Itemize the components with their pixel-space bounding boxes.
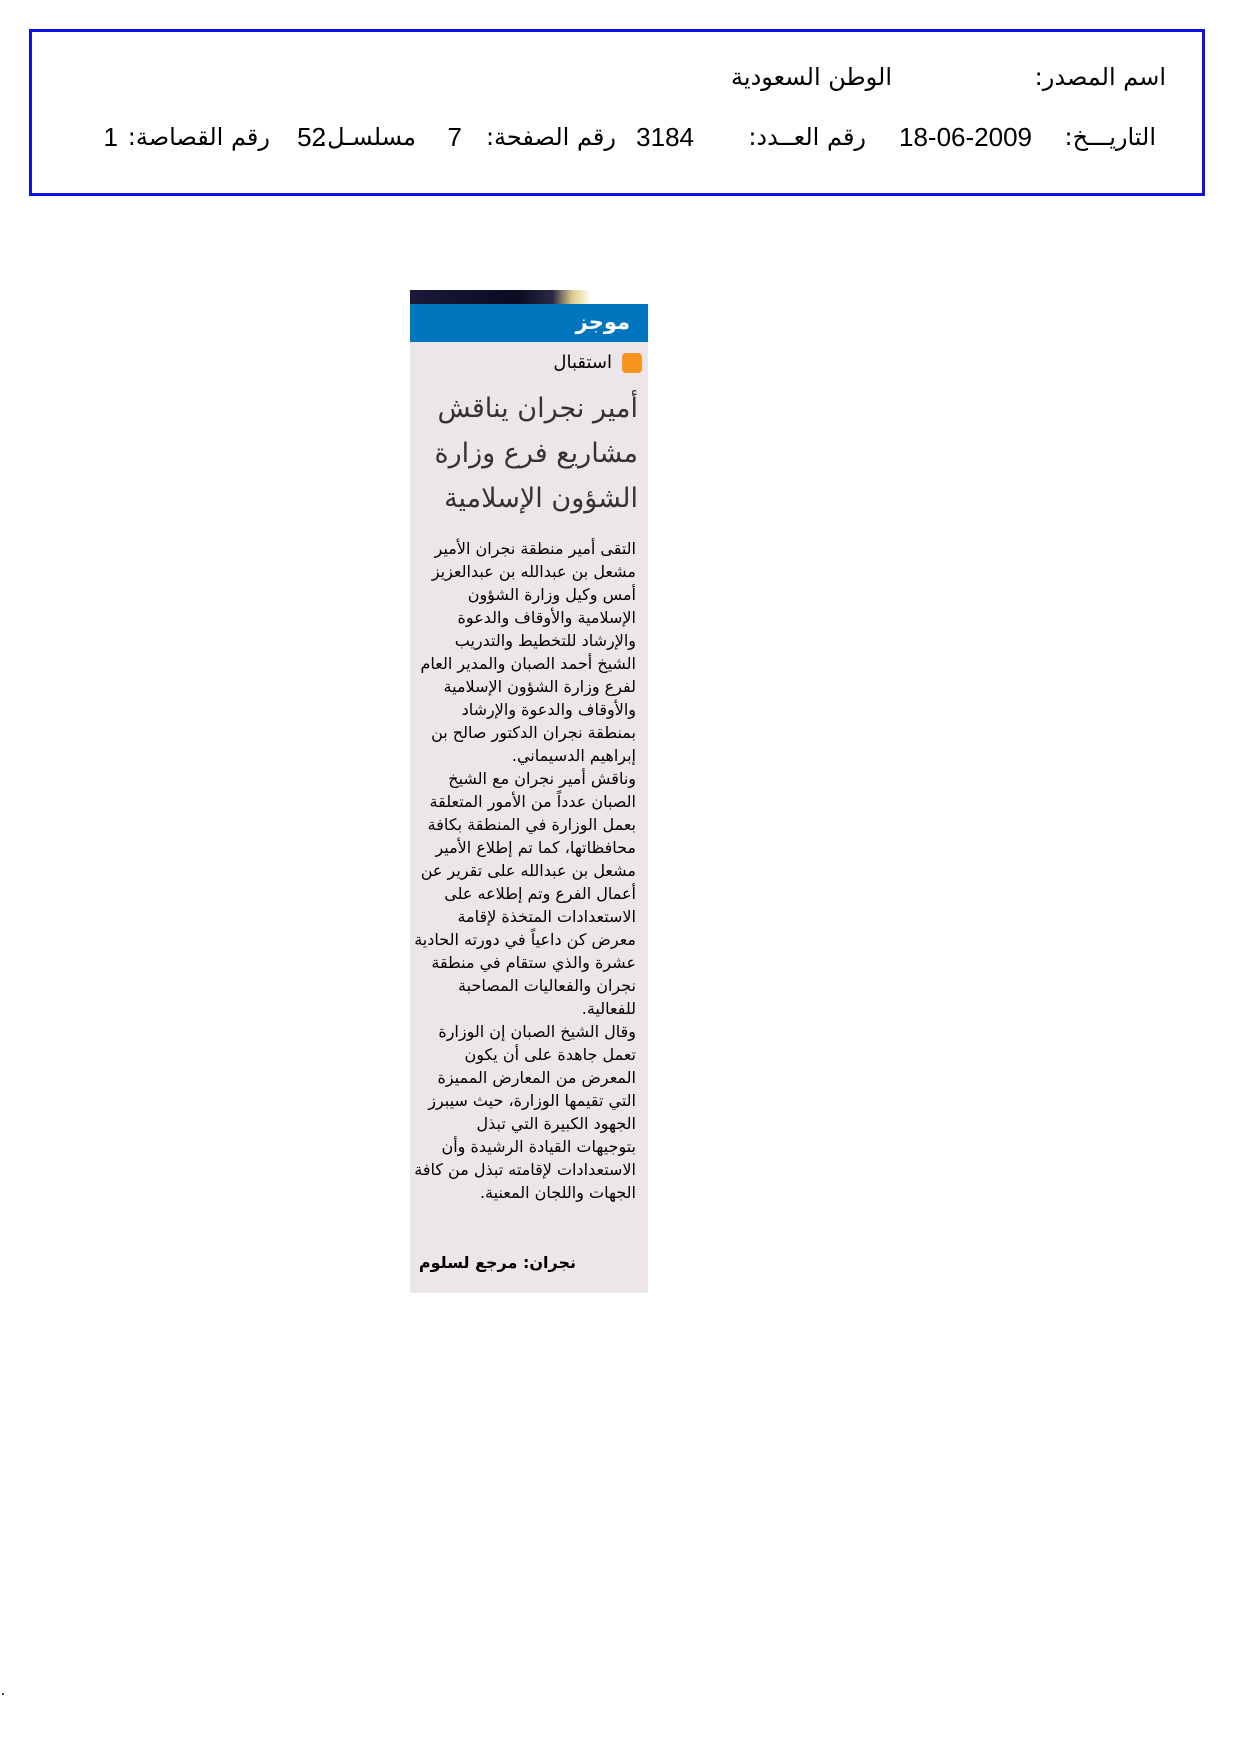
byline: نجران: مرجع لسلوم: [418, 1253, 576, 1272]
date-label: التاريـــخ:: [1064, 123, 1156, 151]
date-value: 18-06-2009: [899, 122, 1032, 152]
headline: [418, 386, 638, 521]
category-square-icon: [622, 353, 642, 373]
article-paragraph: وناقش أمير نجران مع الشيخ الصبان عدداً من الأمور المتعلقة بعمل الوزارة في المنطقة بكافة محافظاتها، كما تم إطلاع الأمير مشعل بن عبدالله على تقرير عن أعمال الفرع وتم إطلاعه على الاستعدادات المتخذة لإقامة معرض كن داعياً في دورته الحادية عشرة والذي ستقام في منطقة نجران والفعاليات المصاحبة للفعالية.: [414, 769, 636, 1018]
clip-value: 1: [103, 122, 118, 152]
category-tag: [553, 352, 642, 373]
news-clipping: [410, 290, 648, 1293]
scan-speck: [2, 1693, 4, 1695]
section-bar: موجز: [410, 304, 648, 342]
source-value: الوطن السعودية: [731, 63, 892, 91]
article-paragraph: التقى أمير منطقة نجران الأمير مشعل بن عبدالله بن عبدالعزيز أمس وكيل وزارة الشؤون الإسلامية والأوقاف والدعوة والإرشاد للتخطيط والتدريب الشيخ أحمد الصبان والمدير العام لفرع وزارة الشؤون الإسلامية والأوقاف والدعوة والإرشاد بمنطقة نجران الدكتور صالح بن إبراهيم الدسيماني.: [420, 539, 636, 765]
headline-line: الشؤون الإسلامية: [444, 483, 638, 514]
document-metadata-box: [29, 29, 1205, 196]
serial-label: مسلسـل:: [319, 123, 416, 151]
article-paragraph: وقال الشيخ الصبان إن الوزارة تعمل جاهدة على أن يكون المعرض من المعارض المميزة التي تقيمها الوزارة، حيث سيبرز الجهود الكبيرة التي تبذل بتوجيهات القيادة الرشيدة وأن الاستعدادات لإقامته تبذل من كافة الجهات واللجان المعنية.: [414, 1022, 636, 1202]
page-label: رقم الصفحة:: [485, 123, 616, 151]
clip-label: رقم القصاصة:: [127, 123, 270, 151]
photo-strip: [410, 290, 648, 304]
headline-line: أمير نجران يناقش: [437, 393, 638, 424]
category-label: استقبال: [553, 352, 612, 373]
issue-value: 3184: [636, 122, 694, 152]
headline-line: مشاريع فرع وزارة: [434, 438, 638, 469]
issue-label: رقم العــدد:: [748, 123, 866, 151]
serial-value: 52: [297, 122, 326, 152]
page-value: 7: [447, 122, 462, 152]
article-body: [414, 537, 636, 1204]
source-label: اسم المصدر:: [1034, 63, 1166, 91]
